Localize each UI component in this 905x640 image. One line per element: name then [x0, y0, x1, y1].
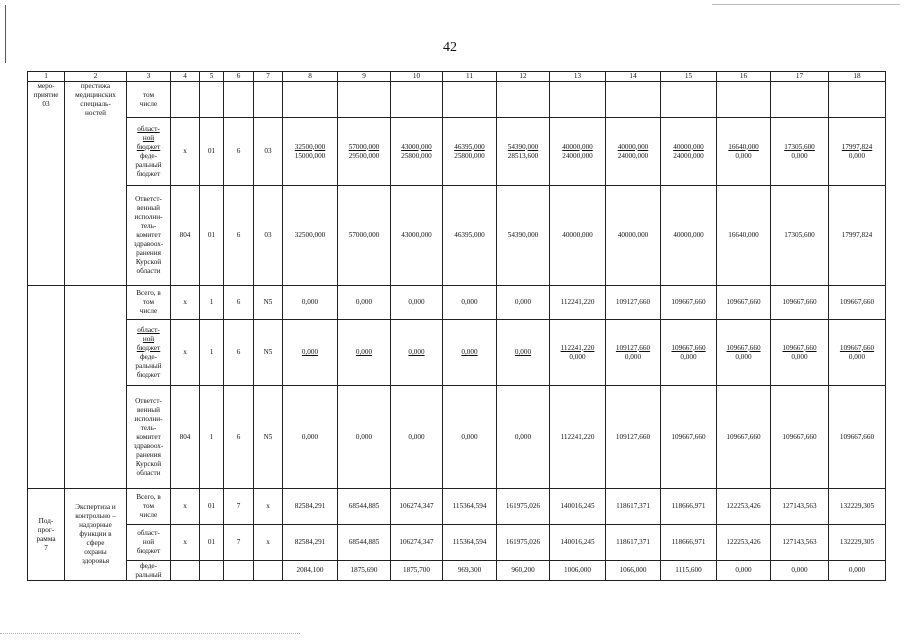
amount-cell: 161975,026	[497, 525, 550, 561]
amount-cell	[443, 82, 497, 118]
amount-cell: 109667,660	[829, 386, 886, 489]
amount-cell: 122253,426	[717, 489, 771, 525]
grbs-code-cell: 804	[171, 386, 200, 489]
amount-value: 40000,000	[673, 142, 704, 151]
column-number-7: 7	[254, 72, 283, 82]
table-row	[28, 320, 886, 386]
amount-cell	[661, 118, 717, 186]
amount-cell: 0,000	[771, 561, 829, 581]
amount-value: 17997,824	[841, 142, 873, 151]
program-code-cell: 6	[224, 320, 254, 386]
amount-value: 109667,660	[782, 343, 817, 352]
program-code-cell: 6	[224, 286, 254, 320]
amount-cell: 140016,245	[550, 525, 606, 561]
amount-value: 112241,220	[560, 343, 595, 352]
amount-value: 109667,660	[671, 343, 706, 352]
funding-source-cell: Всего, в том числе	[127, 489, 171, 525]
amount-cell: 0,000	[391, 286, 443, 320]
amount-cell	[606, 320, 661, 386]
column-number-10: 10	[391, 72, 443, 82]
amount-cell	[443, 118, 497, 186]
amount-cell: 68544,885	[338, 525, 391, 561]
column-number-3: 3	[127, 72, 171, 82]
section-code-cell: 01	[200, 489, 224, 525]
column-number-4: 4	[171, 72, 200, 82]
section-code-cell: 1	[200, 386, 224, 489]
amount-cell: 132229,305	[829, 525, 886, 561]
amount-cell: 82584,291	[283, 525, 338, 561]
amount-cell: 1875,700	[391, 561, 443, 581]
column-number-2: 2	[65, 72, 127, 82]
column-number-13: 13	[550, 72, 606, 82]
funding-source-cell	[127, 118, 171, 186]
amount-sub-value: 29500,000	[348, 151, 380, 160]
section-code-cell: 1	[200, 286, 224, 320]
amount-value: 32500,000	[294, 142, 326, 151]
section-code-cell: 1	[200, 320, 224, 386]
amount-value: 109667,660	[839, 343, 875, 352]
event-code-cell: N5	[254, 386, 283, 489]
table-row	[28, 561, 886, 581]
table-row	[28, 82, 886, 118]
funding-source-cell: Ответст- венный исполни- тель- комитет здравоох- ранения Курской области	[127, 386, 171, 489]
amount-sub-value: 25800,000	[401, 151, 432, 160]
funding-source-sublabel: феде- ральный бюджет	[135, 352, 162, 379]
amount-cell	[829, 320, 886, 386]
amount-cell	[391, 320, 443, 386]
amount-cell: 68544,885	[338, 489, 391, 525]
amount-cell: 109667,660	[661, 286, 717, 320]
table-header-row	[28, 72, 886, 82]
amount-cell: 112241,220	[550, 386, 606, 489]
amount-value: 16640,000	[728, 142, 759, 151]
amount-cell	[283, 118, 338, 186]
amount-cell	[606, 82, 661, 118]
amount-cell	[661, 320, 717, 386]
amount-sub-value: 0,000	[848, 151, 866, 160]
amount-cell	[497, 320, 550, 386]
amount-cell: 46395,000	[443, 186, 497, 286]
amount-sub-value: 0,000	[791, 151, 808, 160]
amount-cell	[391, 118, 443, 186]
amount-cell: 127143,563	[771, 489, 829, 525]
funding-source-label: област- ной бюджет	[136, 124, 161, 151]
grbs-code-cell: x	[171, 489, 200, 525]
grbs-code-cell: 804	[171, 186, 200, 286]
section-code-cell: 01	[200, 186, 224, 286]
amount-value: 17305,600	[784, 142, 815, 151]
amount-cell	[550, 82, 606, 118]
amount-value: 0,000	[461, 348, 478, 356]
amount-cell: 109127,660	[606, 286, 661, 320]
event-type-cell: меро- приятие 03	[28, 82, 65, 286]
amount-cell: 969,300	[443, 561, 497, 581]
amount-cell: 17997,824	[829, 186, 886, 286]
amount-cell: 54390,000	[497, 186, 550, 286]
amount-cell	[338, 320, 391, 386]
left-margin-rule	[5, 5, 6, 63]
amount-cell	[829, 82, 886, 118]
amount-cell: 109127,660	[606, 386, 661, 489]
amount-cell: 109667,660	[771, 286, 829, 320]
top-margin-rule	[712, 4, 900, 5]
amount-cell	[391, 82, 443, 118]
section-code-cell: 01	[200, 118, 224, 186]
amount-value: 0,000	[408, 348, 425, 356]
event-code-cell: x	[254, 489, 283, 525]
event-code-cell: x	[254, 525, 283, 561]
amount-cell: 960,200	[497, 561, 550, 581]
funding-source-cell: Всего, в том числе	[127, 286, 171, 320]
column-number-5: 5	[200, 72, 224, 82]
amount-cell: 32500,000	[283, 186, 338, 286]
amount-value: 40000,000	[617, 142, 649, 151]
amount-cell: 109667,660	[829, 286, 886, 320]
amount-cell	[338, 82, 391, 118]
program-code-cell	[224, 82, 254, 118]
funding-source-sublabel: феде- ральный бюджет	[135, 151, 162, 178]
amount-sub-value: 0,000	[848, 352, 866, 361]
amount-sub-value: 0,000	[569, 352, 586, 361]
column-number-15: 15	[661, 72, 717, 82]
column-number-8: 8	[283, 72, 338, 82]
event-code-cell: N5	[254, 320, 283, 386]
amount-cell: 16640,000	[717, 186, 771, 286]
funding-source-label: област- ной бюджет	[136, 325, 161, 352]
amount-cell: 118617,371	[606, 489, 661, 525]
amount-cell: 118617,371	[606, 525, 661, 561]
program-code-cell: 7	[224, 525, 254, 561]
grbs-code-cell: x	[171, 525, 200, 561]
amount-cell: 2084,100	[283, 561, 338, 581]
amount-cell	[550, 118, 606, 186]
amount-value: 0,000	[355, 348, 373, 356]
section-code-cell	[200, 82, 224, 118]
funding-source-cell	[127, 320, 171, 386]
amount-sub-value: 0,000	[791, 352, 808, 361]
event-code-cell: N5	[254, 286, 283, 320]
budget-table	[27, 71, 886, 581]
amount-cell	[829, 118, 886, 186]
funding-source-cell: Ответст- венный исполни- тель- комитет здравоох- ранения Курской области	[127, 186, 171, 286]
grbs-code-cell: x	[171, 320, 200, 386]
table-row	[28, 186, 886, 286]
amount-cell: 0,000	[443, 286, 497, 320]
amount-cell: 0,000	[829, 561, 886, 581]
amount-cell: 161975,026	[497, 489, 550, 525]
amount-cell: 115364,594	[443, 489, 497, 525]
amount-value: 0,000	[301, 348, 319, 356]
amount-sub-value: 15000,000	[294, 151, 326, 160]
amount-cell: 106274,347	[391, 489, 443, 525]
amount-cell: 132229,305	[829, 489, 886, 525]
amount-cell: 122253,426	[717, 525, 771, 561]
amount-cell: 112241,220	[550, 286, 606, 320]
amount-cell: 0,000	[283, 286, 338, 320]
bottom-scan-dots	[0, 633, 300, 635]
amount-cell	[443, 320, 497, 386]
amount-cell	[550, 320, 606, 386]
amount-cell: 0,000	[338, 386, 391, 489]
amount-sub-value: 24000,000	[673, 151, 704, 160]
event-type-cell	[28, 286, 65, 489]
amount-cell	[497, 118, 550, 186]
section-code-cell	[200, 561, 224, 581]
amount-cell: 57000,000	[338, 186, 391, 286]
amount-value: 54390,000	[507, 142, 539, 151]
event-type-cell: Под- прог- рамма 7	[28, 489, 65, 581]
amount-cell: 0,000	[338, 286, 391, 320]
amount-sub-value: 28513,600	[507, 151, 539, 160]
event-code-cell: 03	[254, 186, 283, 286]
amount-cell: 43000,000	[391, 186, 443, 286]
section-code-cell: 01	[200, 525, 224, 561]
page-number: 42	[443, 40, 457, 55]
amount-cell: 109667,660	[661, 386, 717, 489]
amount-cell	[283, 320, 338, 386]
amount-cell: 40000,000	[550, 186, 606, 286]
amount-cell: 17305,600	[771, 186, 829, 286]
table-row	[28, 286, 886, 320]
amount-sub-value: 24000,000	[562, 151, 593, 160]
event-code-cell	[254, 561, 283, 581]
column-number-6: 6	[224, 72, 254, 82]
amount-sub-value: 25800,000	[454, 151, 485, 160]
grbs-code-cell: x	[171, 118, 200, 186]
amount-sub-value: 0,000	[735, 352, 752, 361]
amount-cell: 0,000	[283, 386, 338, 489]
amount-cell: 109667,660	[771, 386, 829, 489]
amount-cell	[338, 118, 391, 186]
column-number-16: 16	[717, 72, 771, 82]
column-number-9: 9	[338, 72, 391, 82]
amount-cell	[771, 118, 829, 186]
event-name-cell: Экспертиза и контрольно – надзорные функции в сфере охраны здоровья	[65, 489, 127, 581]
amount-cell: 0,000	[391, 386, 443, 489]
amount-cell	[771, 82, 829, 118]
program-code-cell: 6	[224, 118, 254, 186]
amount-cell	[283, 82, 338, 118]
amount-cell: 40000,000	[606, 186, 661, 286]
amount-sub-value: 0,000	[735, 151, 752, 160]
amount-cell: 1115,600	[661, 561, 717, 581]
amount-cell	[771, 320, 829, 386]
amount-value: 57000,000	[348, 142, 380, 151]
amount-cell: 109667,660	[717, 286, 771, 320]
amount-cell: 0,000	[497, 386, 550, 489]
funding-source-cell: феде- ральный	[127, 561, 171, 581]
amount-sub-value: 24000,000	[617, 151, 649, 160]
column-number-14: 14	[606, 72, 661, 82]
amount-cell: 118666,971	[661, 525, 717, 561]
amount-cell: 106274,347	[391, 525, 443, 561]
funding-source-cell: том числе	[127, 82, 171, 118]
amount-cell: 40000,000	[661, 186, 717, 286]
amount-cell: 0,000	[443, 386, 497, 489]
amount-cell: 1875,690	[338, 561, 391, 581]
amount-cell: 0,000	[497, 286, 550, 320]
amount-cell: 109667,660	[717, 386, 771, 489]
amount-cell: 82584,291	[283, 489, 338, 525]
table-row	[28, 525, 886, 561]
program-code-cell	[224, 561, 254, 581]
amount-cell	[606, 118, 661, 186]
event-name-cell	[65, 286, 127, 489]
funding-source-cell: област- ной бюджет	[127, 525, 171, 561]
table-row	[28, 118, 886, 186]
amount-cell	[717, 118, 771, 186]
amount-cell	[717, 320, 771, 386]
event-name-cell: престижа медицинских специаль- ностей	[65, 82, 127, 286]
amount-cell: 115364,594	[443, 525, 497, 561]
program-code-cell: 6	[224, 186, 254, 286]
grbs-code-cell: x	[171, 286, 200, 320]
amount-value: 0,000	[514, 348, 532, 356]
amount-sub-value: 0,000	[680, 352, 697, 361]
amount-value: 46395,000	[454, 142, 485, 151]
column-number-12: 12	[497, 72, 550, 82]
amount-value: 109667,660	[726, 343, 761, 352]
grbs-code-cell	[171, 561, 200, 581]
table-row	[28, 386, 886, 489]
amount-cell: 127143,563	[771, 525, 829, 561]
amount-cell	[717, 82, 771, 118]
amount-cell: 140016,245	[550, 489, 606, 525]
event-code-cell: 03	[254, 118, 283, 186]
column-number-11: 11	[443, 72, 497, 82]
column-number-1: 1	[28, 72, 65, 82]
event-code-cell	[254, 82, 283, 118]
amount-value: 43000,000	[401, 142, 432, 151]
amount-cell: 1066,000	[606, 561, 661, 581]
amount-cell	[661, 82, 717, 118]
amount-sub-value: 0,000	[624, 352, 642, 361]
grbs-code-cell	[171, 82, 200, 118]
amount-cell: 1006,000	[550, 561, 606, 581]
amount-value: 40000,000	[562, 142, 593, 151]
amount-value: 109127,660	[615, 343, 651, 352]
table-row	[28, 489, 886, 525]
amount-cell: 118666,971	[661, 489, 717, 525]
amount-cell	[497, 82, 550, 118]
program-code-cell: 6	[224, 386, 254, 489]
column-number-18: 18	[829, 72, 886, 82]
program-code-cell: 7	[224, 489, 254, 525]
amount-cell: 0,000	[717, 561, 771, 581]
column-number-17: 17	[771, 72, 829, 82]
